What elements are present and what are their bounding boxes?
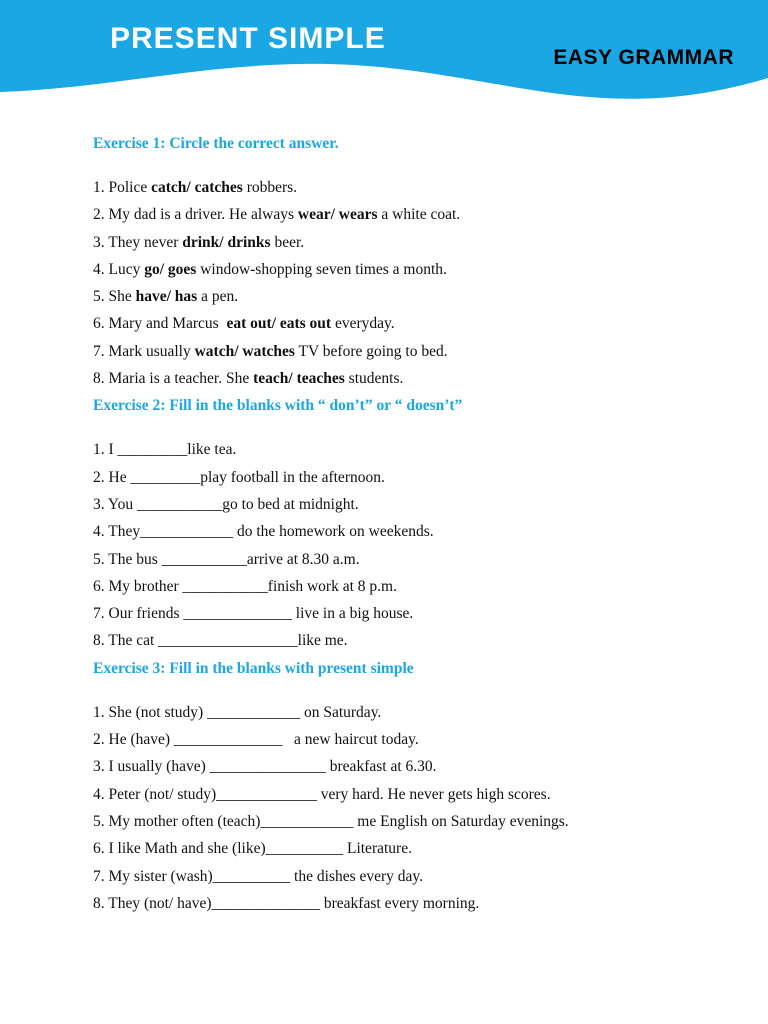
exercise-1-item: 8. Maria is a teacher. She teach/ teaches students.	[93, 370, 404, 388]
exercise-1	[93, 130, 733, 392]
exercise-3-item: 5. My mother often (teach)____________ me English on Saturday evenings.	[93, 812, 569, 830]
exercise-1-title: Exercise 1: Circle the correct answer.	[93, 135, 339, 152]
exercise-1-item: 6. Mary and Marcus eat out/ eats out everyday.	[93, 315, 395, 333]
exercise-2-item: 8. The cat __________________like me.	[93, 632, 348, 650]
exercise-1-item: 2. My dad is a driver. He always wear/ wears a white coat.	[93, 206, 461, 224]
exercise-2-item: 5. The bus ___________arrive at 8.30 a.m.	[93, 550, 360, 568]
brand-label: EASY GRAMMAR	[553, 46, 734, 69]
exercise-1-item: 5. She have/ has a pen.	[93, 288, 239, 306]
exercise-3-item: 1. She (not study) ____________ on Saturday.	[93, 703, 382, 721]
header-banner	[0, 0, 768, 110]
exercise-3-list	[93, 699, 733, 917]
exercise-3-title: Exercise 3: Fill in the blanks with present simple	[93, 659, 414, 677]
exercise-2-item: 6. My brother ___________finish work at 8 p.m.	[93, 577, 397, 595]
exercise-1-item: 7. Mark usually watch/ watches TV before going to bed.	[93, 342, 448, 360]
exercise-3-item: 4. Peter (not/ study)_____________ very hard. He never gets high scores.	[93, 785, 551, 803]
exercise-1-item: 4. Lucy go/ goes window-shopping seven times a month.	[93, 260, 447, 278]
exercise-2-item: 4. They____________ do the homework on weekends.	[93, 523, 434, 541]
exercise-3-item: 6. I like Math and she (like)__________ Literature.	[93, 840, 412, 858]
exercise-1-item: 3. They never drink/ drinks beer.	[93, 233, 305, 251]
page-title: PRESENT SIMPLE	[110, 22, 386, 55]
exercise-3-item: 7. My sister (wash)__________ the dishes every day.	[93, 867, 424, 885]
exercise-2	[93, 392, 733, 654]
exercise-2-list	[93, 436, 733, 654]
exercise-2-item: 3. You ___________go to bed at midnight.	[93, 495, 359, 513]
exercise-2-title: Exercise 2: Fill in the blanks with “ don’t” or “ doesn’t”	[93, 397, 463, 415]
exercise-3-item: 2. He (have) ______________ a new haircut today.	[93, 731, 419, 749]
exercise-1-list	[93, 174, 733, 392]
exercise-2-item: 7. Our friends ______________ live in a big house.	[93, 605, 414, 623]
exercise-2-item: 1. I _________like tea.	[93, 441, 237, 459]
exercise-3-item: 3. I usually (have) _______________ breakfast at 6.30.	[93, 758, 437, 776]
exercise-2-item: 2. He _________play football in the afternoon.	[93, 468, 385, 486]
worksheet-content	[93, 130, 733, 917]
exercise-1-item: 1. Police catch/ catches robbers.	[93, 179, 298, 196]
exercise-3-item: 8. They (not/ have)______________ breakfast every morning.	[93, 894, 480, 912]
exercise-3	[93, 655, 733, 917]
